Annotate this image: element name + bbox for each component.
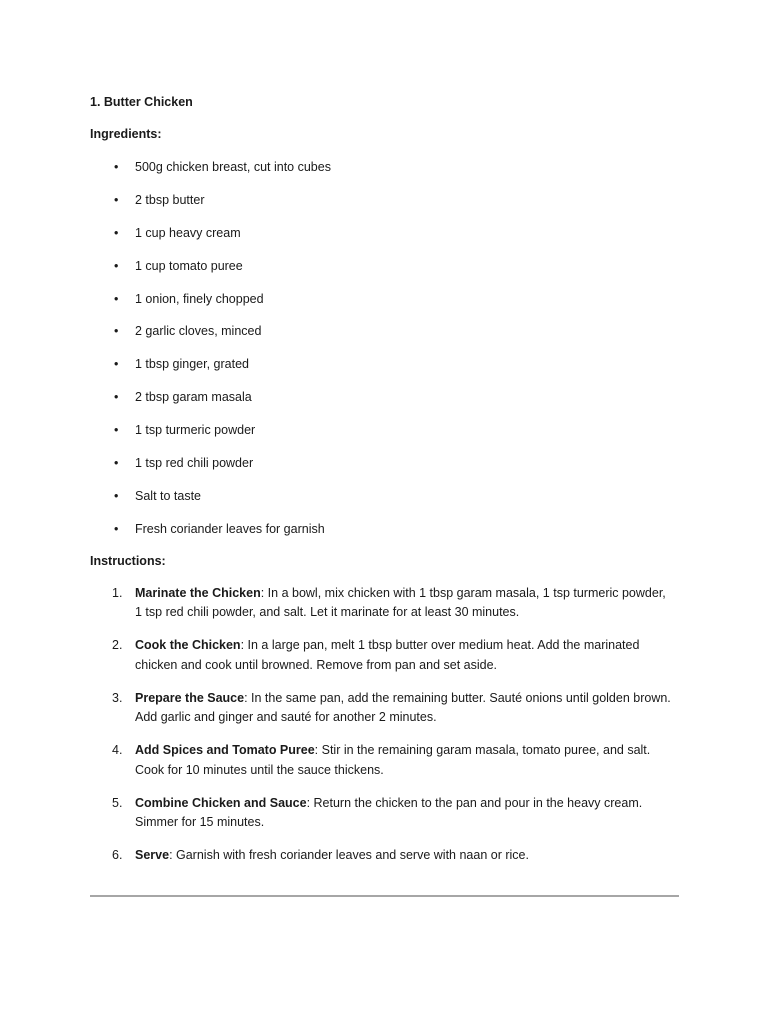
- bullet-icon: •: [114, 258, 119, 273]
- step-text: : Return the chicken to the pan and pour in the heavy cream. Simmer for 15 minutes.: [135, 795, 643, 830]
- bullet-icon: •: [114, 456, 119, 471]
- ingredient-text: 1 tsp red chili powder: [135, 456, 254, 471]
- instruction-step: [90, 846, 680, 866]
- step-number: 3.: [112, 690, 123, 705]
- ingredient-item: [90, 322, 680, 340]
- instructions-heading: Instructions:: [90, 553, 166, 568]
- instruction-step: [90, 794, 680, 833]
- bullet-icon: •: [114, 291, 119, 306]
- step-title: Marinate the Chicken: [135, 585, 261, 600]
- step-text: : In the same pan, add the remaining butter. Sauté onions until golden brown. Add garlic and ginger and sauté for another 2 minutes.: [135, 690, 671, 725]
- step-number: 1.: [112, 585, 123, 600]
- ingredient-text: 1 onion, finely chopped: [135, 291, 264, 306]
- recipe-document: [90, 93, 680, 879]
- ingredient-item: [90, 520, 680, 538]
- bullet-icon: •: [114, 324, 119, 339]
- ingredient-text: 1 tbsp ginger, grated: [135, 357, 249, 372]
- ingredient-item: [90, 158, 680, 176]
- ingredient-text: 2 garlic cloves, minced: [135, 324, 262, 339]
- step-number: 2.: [112, 638, 123, 653]
- bullet-icon: •: [114, 225, 119, 240]
- bullet-icon: •: [114, 423, 119, 438]
- bullet-icon: •: [114, 521, 119, 536]
- step-text: : In a large pan, melt 1 tbsp butter over medium heat. Add the marinated chicken and cook until browned. Remove from pan and set aside.: [135, 638, 640, 672]
- bullet-icon: •: [114, 390, 119, 405]
- ingredient-item: [90, 224, 680, 242]
- step-title: Serve: [135, 848, 170, 863]
- ingredient-item: [90, 257, 680, 275]
- ingredients-heading: Ingredients:: [90, 127, 162, 141]
- ingredients-list: [90, 158, 680, 538]
- step-title: Cook the Chicken: [135, 638, 241, 653]
- ingredient-item: [90, 388, 680, 406]
- ingredient-item: [90, 355, 680, 373]
- ingredient-item: [90, 487, 680, 505]
- ingredient-text: 2 tbsp butter: [135, 192, 205, 207]
- ingredient-item: [90, 454, 680, 472]
- bullet-icon: •: [114, 192, 119, 207]
- step-number: 6.: [112, 848, 123, 863]
- horizontal-divider: [90, 895, 679, 897]
- step-number: 5.: [112, 795, 123, 810]
- ingredient-text: 2 tbsp garam masala: [135, 390, 252, 405]
- ingredient-text: 500g chicken breast, cut into cubes: [135, 160, 331, 174]
- ingredient-text: Salt to taste: [135, 488, 202, 503]
- ingredient-item: [90, 290, 680, 308]
- recipe-title: 1. Butter Chicken: [90, 95, 193, 109]
- bullet-icon: •: [114, 160, 119, 174]
- ingredient-item: [90, 421, 680, 439]
- instruction-step: [90, 584, 680, 623]
- instruction-step: [90, 636, 680, 675]
- ingredient-text: 1 cup heavy cream: [135, 225, 241, 240]
- bullet-icon: •: [114, 488, 119, 503]
- step-title: Combine Chicken and Sauce: [135, 795, 307, 810]
- ingredient-text: 1 tsp turmeric powder: [135, 423, 256, 438]
- step-title: Add Spices and Tomato Puree: [135, 743, 315, 758]
- ingredient-text: 1 cup tomato puree: [135, 258, 243, 273]
- ingredient-item: [90, 191, 680, 209]
- step-text: : In a bowl, mix chicken with 1 tbsp garam masala, 1 tsp turmeric powder, 1 tsp red chili powder, and salt. Let it marinate for at least 30 minutes.: [135, 585, 666, 620]
- step-title: Prepare the Sauce: [135, 690, 245, 705]
- instructions-list: [90, 584, 680, 866]
- step-text: : Stir in the remaining garam masala, tomato puree, and salt. Cook for 10 minutes until the sauce thickens.: [135, 743, 651, 777]
- ingredient-text: Fresh coriander leaves for garnish: [135, 521, 325, 536]
- instruction-step: [90, 741, 680, 780]
- step-text: : Garnish with fresh coriander leaves and serve with naan or rice.: [169, 848, 529, 863]
- instruction-step: [90, 689, 680, 728]
- bullet-icon: •: [114, 357, 119, 372]
- step-number: 4.: [112, 743, 123, 758]
